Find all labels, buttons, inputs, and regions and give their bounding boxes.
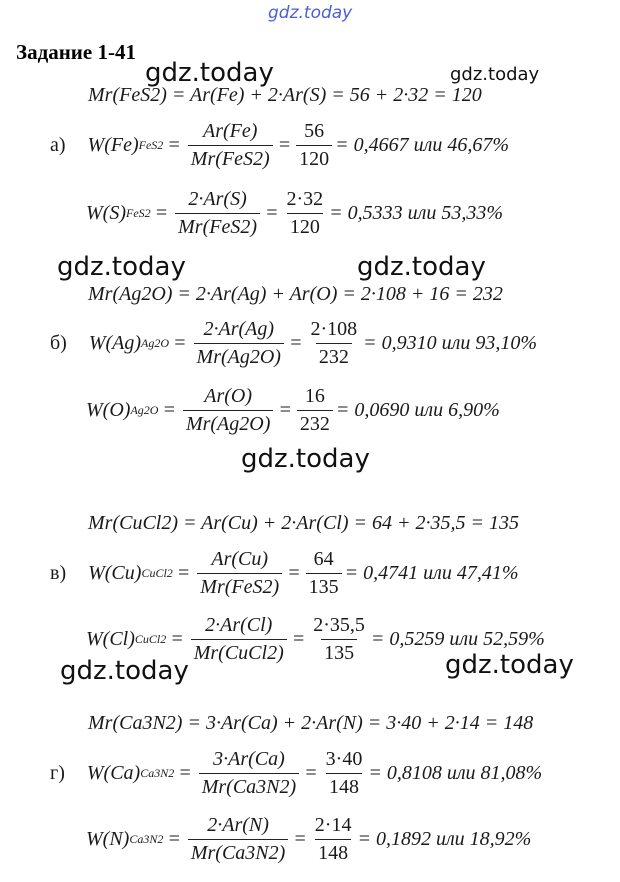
numerator: Ar(O): [204, 385, 253, 407]
part-label: в): [50, 562, 67, 584]
fraction-lhs: W(Cu): [88, 562, 142, 584]
numerator: 2·35,5: [313, 614, 365, 636]
numerator: Ar(Fe): [203, 120, 258, 142]
watermark: gdz.today: [450, 64, 540, 85]
watermark: gdz.today: [57, 252, 186, 282]
formula-subscript: FeS2: [125, 206, 151, 220]
watermark: gdz.today: [60, 656, 189, 686]
numerator: 2·Ar(Ag): [203, 318, 275, 340]
numerator: 56: [304, 120, 325, 142]
part-label: а): [50, 134, 66, 156]
numerator: 3·Ar(Ca): [213, 748, 285, 770]
formula-subscript: Ag2O: [141, 336, 170, 350]
numerator: 3·40: [325, 748, 363, 770]
molar-mass-equation: Mr(Ag2O) = 2·Ar(Ag) + Ar(O) = 2·108 + 16 = 232: [88, 283, 503, 305]
mass-fraction-equation: г) W(Ca) Ca3N2 = $\frac{3\cdot Ar(Ca)}{Mr(Ca3N2)}$ = $\frac{3\cdot 40}{148}$ = 0,8108 или 81,08%: [50, 748, 543, 798]
denominator: Mr(Ca3N2): [199, 773, 299, 799]
part-label: б): [50, 332, 67, 354]
mass-fraction-equation: W(O) Ag2O = $\frac{Ar(O)}{Mr(Ag2O)}$ = $\frac{16}{232}$ = 0,0690 или 6,90%: [86, 385, 500, 435]
fraction-lhs: W(Fe): [87, 134, 139, 156]
result: = 0,5333 или 53,33%: [329, 202, 504, 224]
fraction-lhs: W(N): [86, 828, 130, 850]
formula-subscript: CuCl2: [134, 632, 167, 646]
result: = 0,5259 или 52,59%: [370, 628, 545, 650]
mass-fraction-equation: б) W(Ag) Ag2O = $\frac{2\cdot Ar(Ag)}{Mr(Ag2O)}$ = $\frac{2\cdot 108}{232}$ = 0,9310 или 93,10%: [50, 318, 538, 368]
numerator: 2·14: [314, 814, 352, 836]
denominator: 135: [306, 573, 342, 599]
fraction-lhs: W(S): [86, 202, 126, 224]
molar-mass-equation: Mr(CuCl2) = Ar(Cu) + 2·Ar(Cl) = 64 + 2·35,5 = 135: [88, 512, 519, 534]
denominator: Mr(FeS2): [197, 573, 282, 599]
fraction-lhs: W(O): [86, 399, 131, 421]
result: = 0,4667 или 46,67%: [335, 134, 510, 156]
part-label: г): [50, 762, 65, 784]
watermark: gdz.today: [145, 58, 274, 88]
numerator: 2·Ar(Cl): [205, 614, 273, 636]
denominator: Mr(FeS2): [188, 145, 273, 171]
denominator: 120: [287, 213, 323, 239]
fraction-lhs: W(Ag): [88, 332, 142, 354]
result: = 0,8108 или 81,08%: [368, 762, 543, 784]
numerator: 2·Ar(S): [188, 188, 247, 210]
denominator: Mr(Ag2O): [183, 410, 273, 436]
watermark: gdz.today: [241, 444, 370, 474]
result: = 0,9310 или 93,10%: [363, 332, 538, 354]
formula-subscript: CuCl2: [141, 566, 173, 580]
formula-subscript: Ca3N2: [140, 766, 175, 780]
molar-mass-equation: Mr(Ca3N2) = 3·Ar(Ca) + 2·Ar(N) = 3·40 + 2·14 = 148: [88, 712, 534, 734]
numerator: 16: [304, 385, 325, 407]
denominator: 120: [296, 145, 332, 171]
mass-fraction-equation: W(Cl) CuCl2 = $\frac{2\cdot Ar(Cl)}{\text{Mr(CuCl2)}}$ = $\frac{2\cdot 35,5}{135}$ = 0,5259 или 52,59%: [86, 614, 545, 664]
result: = 0,1892 или 18,92%: [357, 828, 532, 850]
result: = 0,4741 или 47,41%: [344, 562, 519, 584]
denominator: Mr(FeS2): [175, 213, 260, 239]
header-watermark: gdz.today: [268, 3, 353, 23]
mass-fraction-equation: в) W(Cu) CuCl2 = $\frac{Ar(Cu)}{\text{Mr(FeS2)}}$ = $\frac{64}{135}$ = 0,4741 или 47,41%: [50, 548, 519, 598]
watermark: gdz.today: [357, 252, 486, 282]
fraction-lhs: W(Ca): [86, 762, 141, 784]
molar-mass-equation: Mr(FeS2) = Ar(Fe) + 2·Ar(S) = 56 + 2·32 = 120: [88, 84, 482, 106]
denominator: 148: [315, 839, 351, 865]
mass-fraction-equation: W(N) Ca3N2 = $\frac{2\cdot Ar(N)}{Mr(Ca3N2)}$ = $\frac{2\cdot 14}{148}$ = 0,1892 или 18,92%: [86, 814, 532, 864]
numerator: 2·32: [286, 188, 324, 210]
denominator: Mr(Ca3N2): [188, 839, 288, 865]
formula-subscript: Ag2O: [130, 403, 159, 417]
denominator: 232: [297, 410, 333, 436]
mass-fraction-equation: а) W(Fe) FeS2 = $\frac{Ar(Fe)}{\text{Mr(FeS2)}}$ = $\frac{56}{120}$ = 0,4667 или 46,67%: [50, 120, 510, 170]
denominator: 232: [316, 343, 352, 369]
watermark: gdz.today: [445, 650, 574, 680]
denominator: 135: [321, 639, 357, 665]
result: = 0,0690 или 6,90%: [335, 399, 500, 421]
formula-subscript: FeS2: [138, 138, 164, 152]
formula-subscript: Ca3N2: [129, 832, 164, 846]
mass-fraction-equation: W(S) FeS2 = $\frac{2\cdot Ar(S)}{\text{Mr(FeS2)}}$ = $\frac{2\cdot 32}{120}$ = 0,5333 или 53,33%: [86, 188, 504, 238]
numerator: 64: [313, 548, 334, 570]
numerator: Ar(Cu): [211, 548, 269, 570]
page-title: Задание 1-41: [16, 40, 136, 64]
fraction-lhs: W(Cl): [86, 628, 135, 650]
numerator: 2·Ar(N): [207, 814, 269, 836]
denominator: Mr(CuCl2): [191, 639, 287, 665]
denominator: 148: [326, 773, 362, 799]
numerator: 2·108: [310, 318, 358, 340]
denominator: Mr(Ag2O): [194, 343, 284, 369]
